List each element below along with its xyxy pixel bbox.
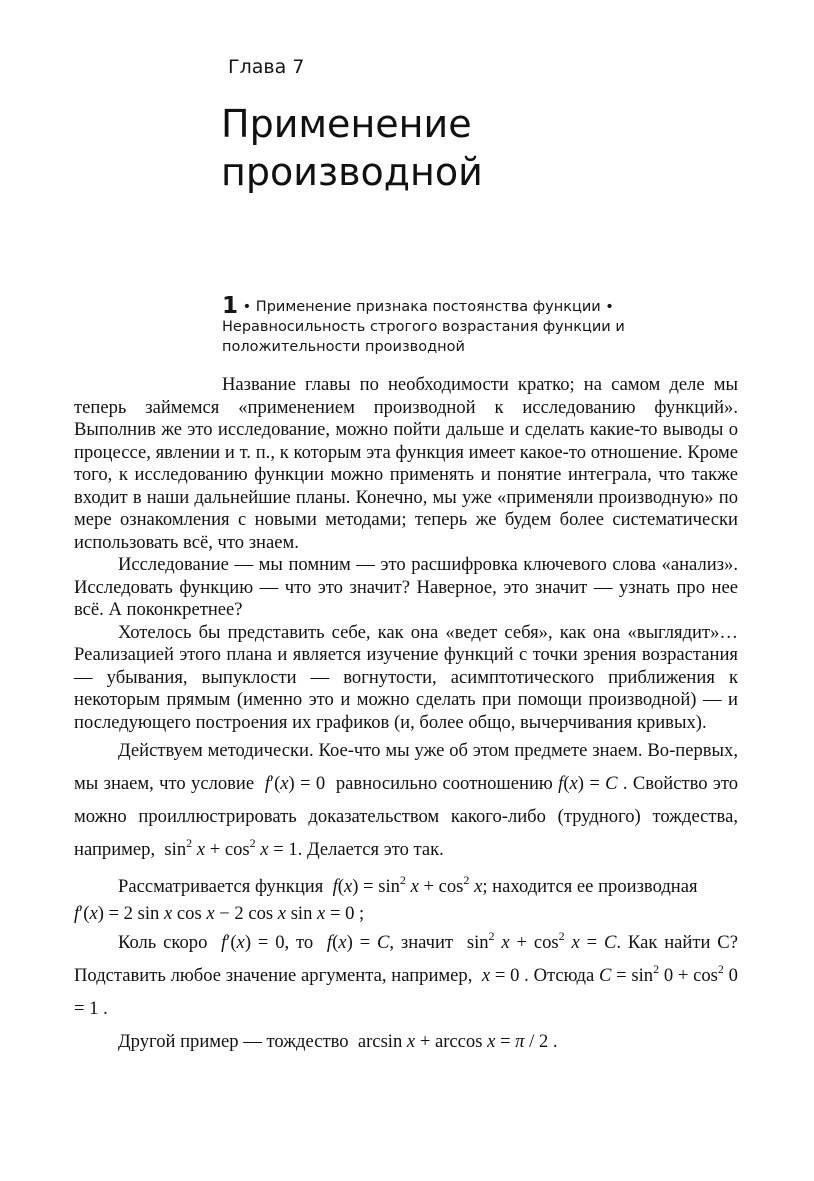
formula-derivative-zero: f′(x) = 0: [264, 773, 331, 794]
formula-identity: $\sin^2 x + \cos^2 x = 1$: [159, 836, 298, 860]
chapter-title: Применение производной: [221, 102, 483, 194]
paragraph-7: Другой пример — тождество arcsin x + arccos x = π / 2 .: [118, 1030, 558, 1052]
formula-f-equals-c: f(x) = C: [558, 773, 618, 794]
paragraph-3: Хотелось бы представить себе, как она «ведет себя», как она «выглядит»… Реализацией этого плана и является изучение функций с точки зрения возрастания — убывания, выпуклости — вогнутости, асимптотического приближения к некоторым прямым (именно это и можно сделать при помощи производной) — и последующего построения их графиков (и, более общо, вычерчивания кривых).: [74, 621, 738, 733]
formula-arcsin-identity: arcsin x + arccos x = π / 2 .: [353, 1030, 558, 1052]
section-heading-text: • Применение признака постоянства функции • Неравносильность строгого возрастания функции и положительности производной: [222, 299, 625, 355]
chapter-label: Глава 7: [228, 56, 305, 78]
section-heading: [222, 293, 742, 357]
display-formula-derivative: f′(x) = 2 sin x cos x − 2 cos x sin x = 0 ;: [74, 903, 365, 924]
formula-constant: $C = \sin^2 0 + \cos^2 0 = 1$ .: [74, 961, 738, 1019]
body-text: [74, 374, 738, 1058]
paragraph-2: Исследование — мы помним — это расшифровка ключевого слова «анализ». Исследовать функцию — что это значит? Наверное, это значит — узнать про нее всё. А поконкретнее?: [74, 554, 738, 620]
section-number: 1: [222, 293, 239, 319]
paragraph-6: Коль скоро f′(x) = 0, то f(x) = C, значит $\sin^2 x + \cos^2 x = C$. Как найти C? Подставить любое значение аргумента, например, x = 0 . Отсюда $C = \sin^2 0 + \cos^2 0 = 1$ .: [74, 928, 738, 1019]
paragraph-1: Название главы по необходимости кратко; на самом деле мы теперь займемся «применением производной к исследованию функций». Выполнив же это исследование, можно пойти дальше и сделать какие-то выводы о процессе, явлении и т. п., к которым эта функция имеет какое-то отношение. Кроме того, к исследованию функции можно применять и понятие интеграла, что также входит в наши дальнейшие планы. Конечно, мы уже «применяли производную» по мере ознакомления с новыми методами; теперь же будем более систематически использовать всё, что знаем.: [74, 374, 738, 553]
paragraph-4: Действуем методически. Кое-что мы уже об этом предмете знаем. Во-первых, мы знаем, что условие f′(x) = 0 равносильно соотношению f(x) = C . Свойство это можно проиллюстрировать доказательством какого-либо (трудного) тождества, например, $\sin^2 x + \cos^2 x = 1$. Делается это так.: [74, 740, 739, 860]
paragraph-5: Рассматривается функция $f(x) = \sin^2 x + \cos^2 x$; находится ее производная: [118, 873, 698, 897]
formula-function: $f(x) = \sin^2 x + \cos^2 x$: [332, 873, 483, 897]
